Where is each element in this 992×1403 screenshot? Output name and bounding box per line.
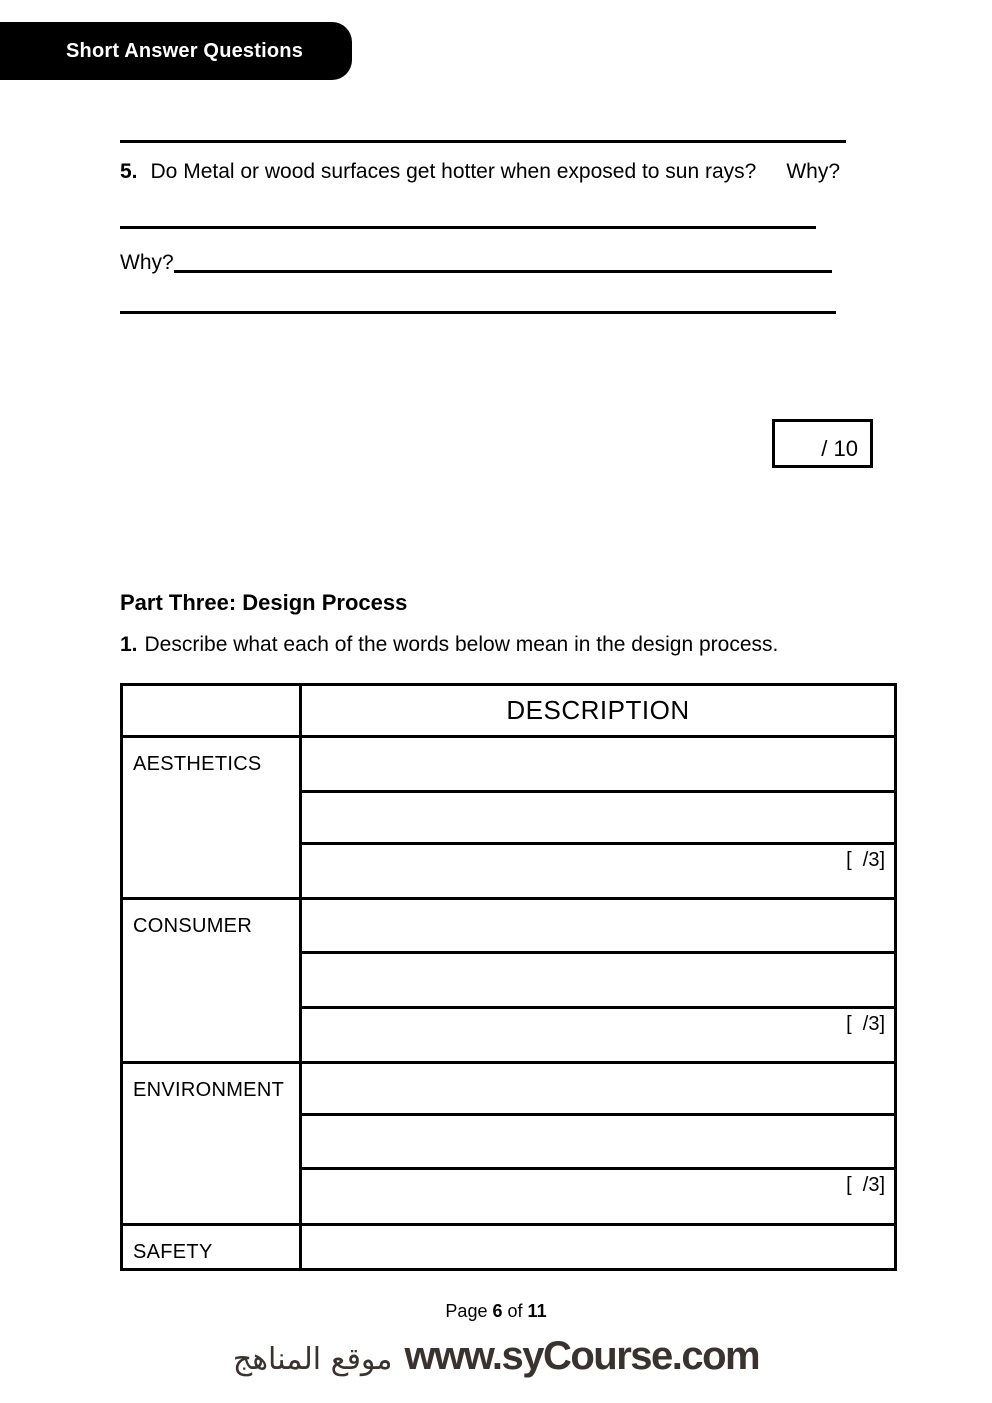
question-1-number: 1. (120, 633, 138, 656)
environment-answer-cell-2 (302, 1113, 894, 1167)
aesthetics-answer-cell-1 (302, 735, 894, 790)
table-row-label-aesthetics: AESTHETICS (123, 735, 302, 897)
page-current: 6 (492, 1301, 503, 1321)
answer-line-2 (120, 226, 816, 229)
consumer-answer-cell-1 (302, 897, 894, 951)
aesthetics-answer-cell-2 (302, 790, 894, 842)
part-three-question-1 (120, 633, 778, 657)
part-three-title: Part Three: Design Process (120, 590, 408, 615)
consumer-answer-cell-2 (302, 951, 894, 1006)
environment-mark-cell: [ /3] (302, 1167, 894, 1223)
score-box-value: / 10 (821, 436, 858, 461)
section-header-tab (0, 22, 352, 80)
why-answer-line (174, 270, 832, 273)
site-logo-footer (0, 1334, 992, 1379)
page-word: Page (445, 1301, 488, 1321)
page-total: 11 (527, 1301, 547, 1321)
question-1-text: Describe what each of the words below mean in the design process. (144, 633, 779, 656)
table-row-label-consumer: CONSUMER (123, 897, 302, 1061)
design-process-table (120, 683, 897, 1271)
site-logo-arabic: موقع المناهج (232, 1342, 393, 1377)
safety-answer-cell-1 (302, 1223, 894, 1268)
aesthetics-mark-cell: [ /3] (302, 842, 894, 897)
section-header-label: Short Answer Questions (66, 39, 304, 62)
question-5-text: Do Metal or wood surfaces get hotter when exposed to sun rays? (150, 160, 757, 183)
page-of-word: of (507, 1301, 523, 1321)
table-row-label-environment: ENVIRONMENT (123, 1061, 302, 1223)
environment-answer-cell-1 (302, 1061, 894, 1113)
question-5-why: Why? (786, 160, 841, 183)
page-number-footer (0, 1301, 992, 1322)
table-row-label-safety: SAFETY (123, 1223, 302, 1268)
why-label: Why? (120, 251, 174, 274)
table-header-description: DESCRIPTION (506, 695, 690, 725)
question-5-number: 5. (120, 160, 138, 183)
table-header-empty-cell (123, 686, 302, 735)
why-answer-row (120, 251, 832, 275)
consumer-mark-cell: [ /3] (302, 1006, 894, 1061)
score-box (772, 419, 873, 468)
answer-line-3 (120, 311, 836, 314)
question-5 (120, 160, 840, 184)
site-logo-url: www.syCourse.com (404, 1334, 760, 1378)
answer-line-1 (120, 140, 846, 143)
